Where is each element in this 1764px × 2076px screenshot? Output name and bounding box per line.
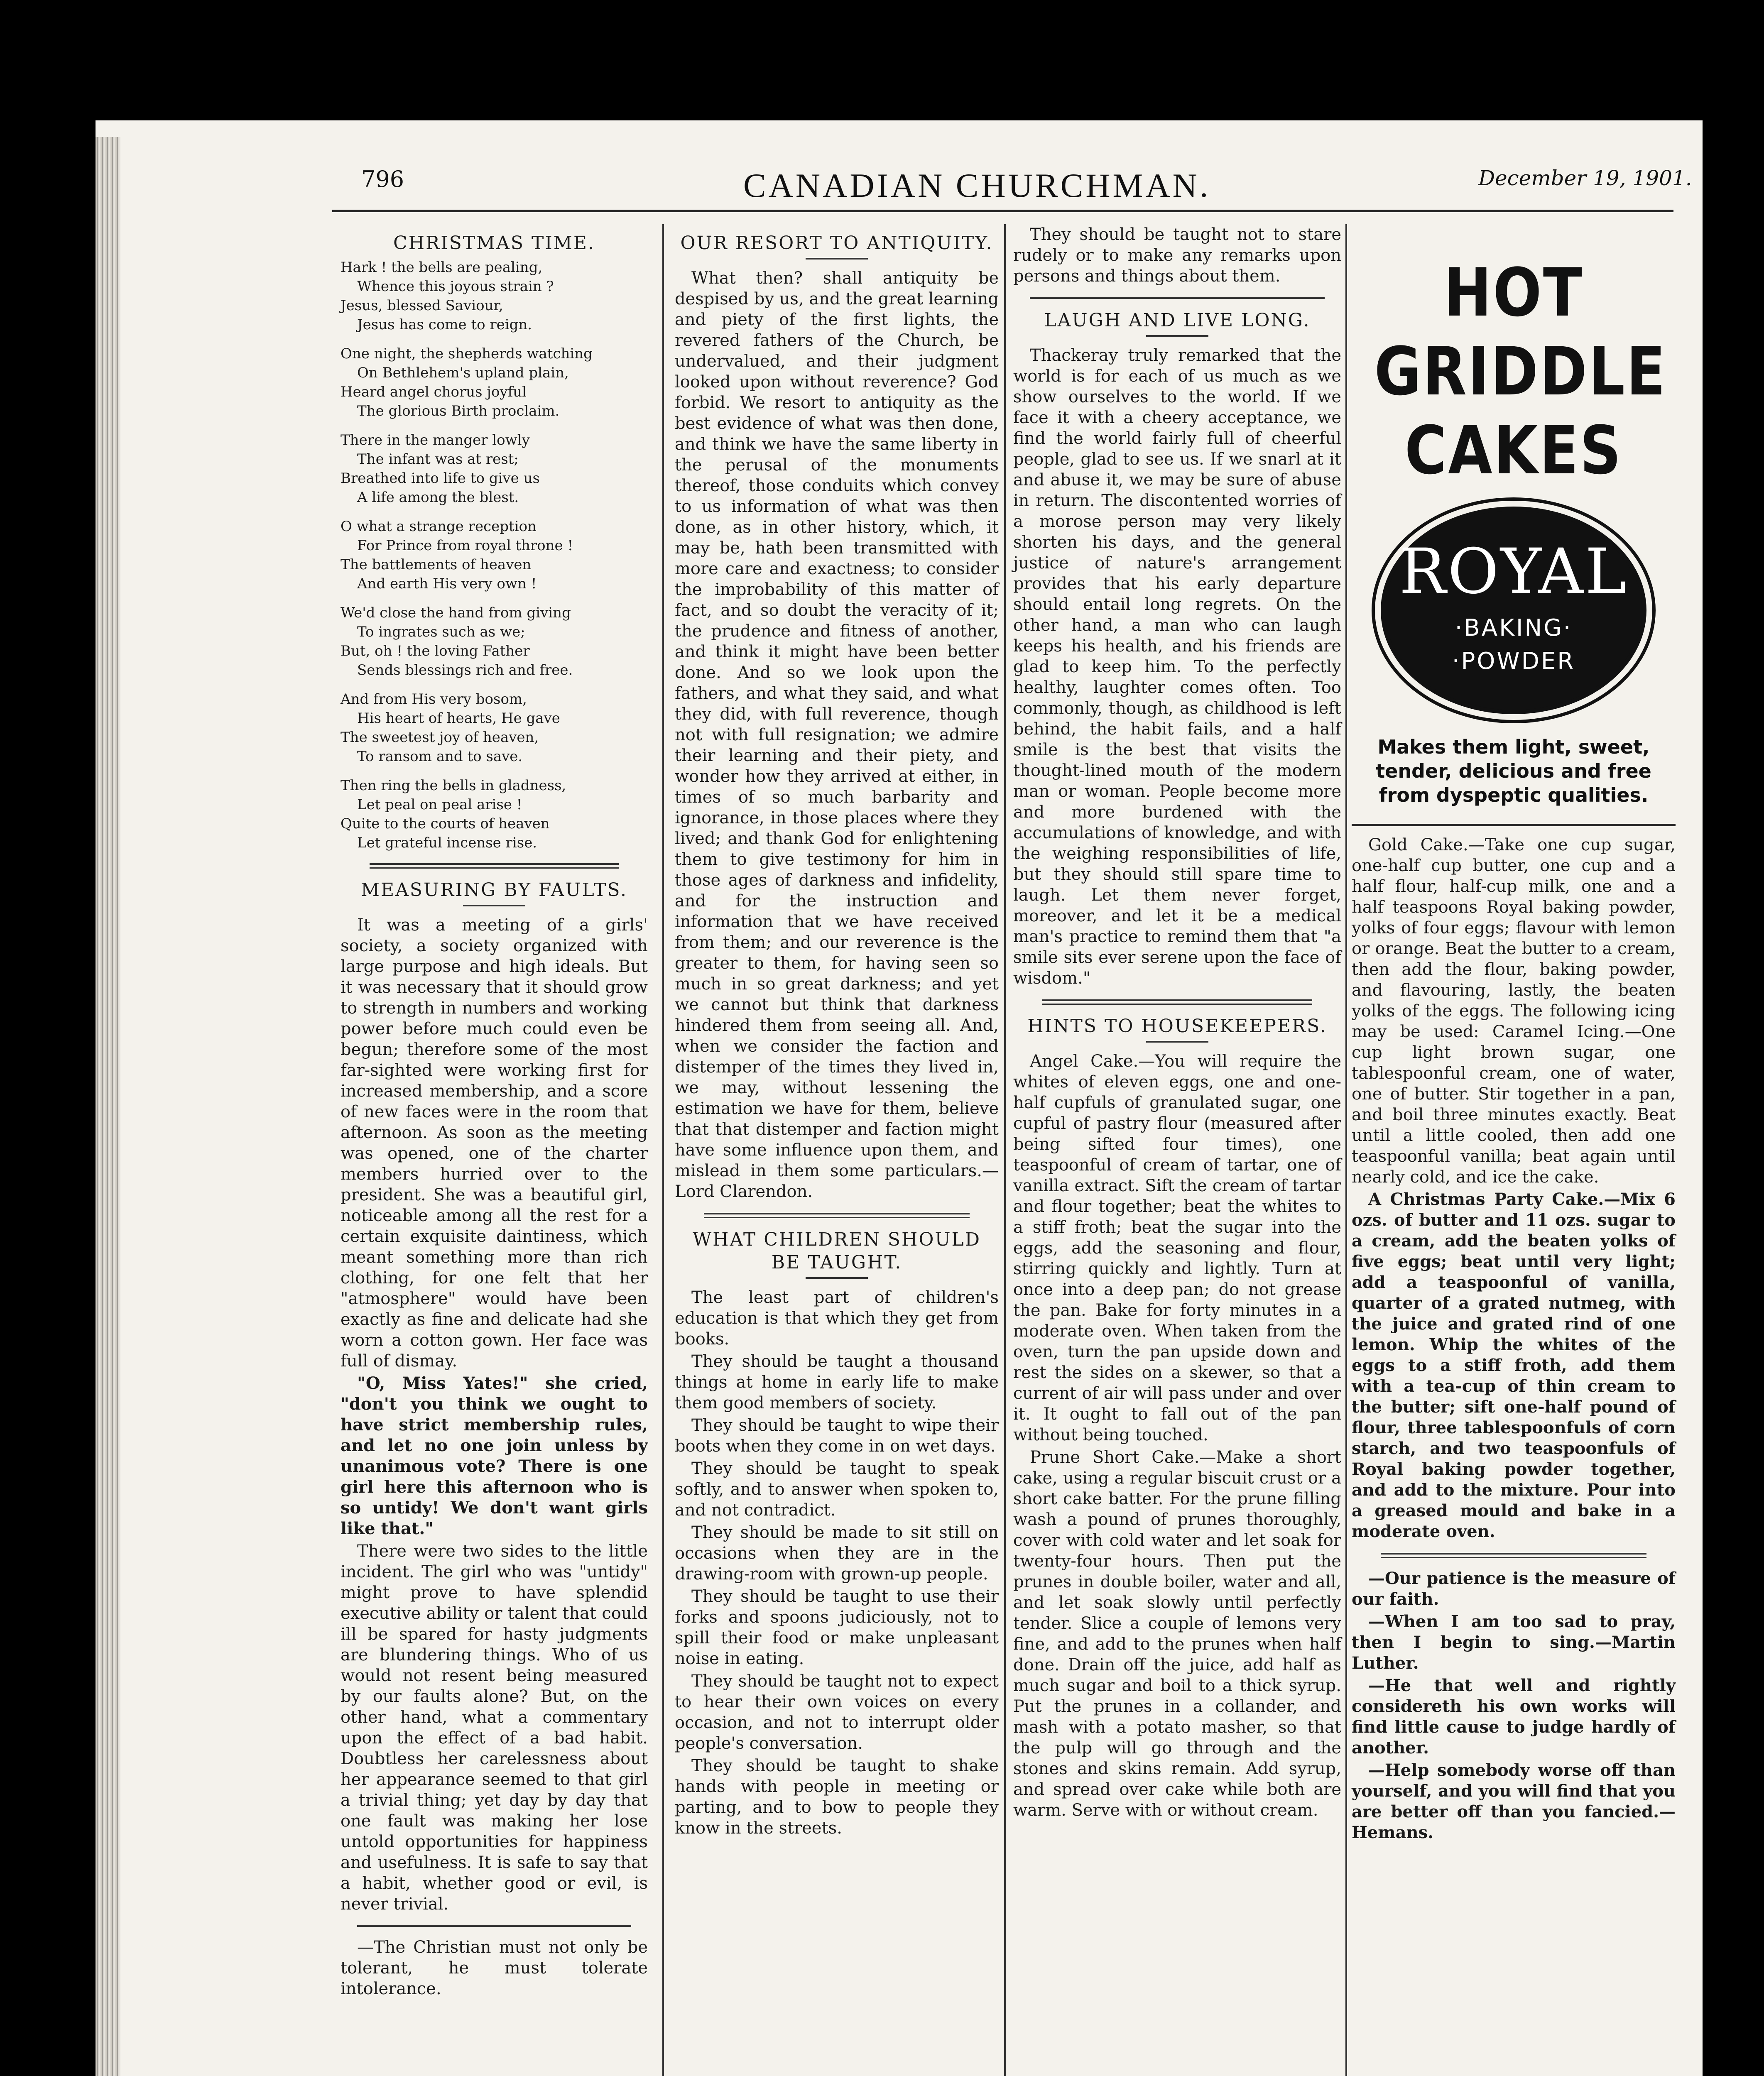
paragraph: What then? shall antiquity be despised by us, and the great learning and piety of the first lights, the revered fathers of the Church, be undervalued, and their judgment looked upon without reverence? God forbid. We resort to antiquity as the best evidence of what was then done, and think we have the same liberty in the perusal of the monuments thereof, those conduits which convey to us information of what was then done, as in other history, which, it may be, hath been transmitted with more care and exactness; to consider the improbability of this matter of fact, and so doubt the veracity of it; the prudence and fitness of another, and think it might have been better done. And so we look upon the fathers, and what they said, and what they did, with full reverence, though not with full resignation; we admire their learning and their piety, and wonder how they arrived at either, in times of so much barbarity and ignorance, in those places where they lived; and thank God for enlightening them to give testimony for him in those ages of darkness and infidelity, and for the instruction and information that we have received from them; and our reverence is the greater to them, for having seen so much in so great darkness; and yet we cannot but think that darkness hindered them from seeing all. And, when we consider the faction and distemper of the times they lived in, we may, without lessening the estimation we have for them, believe that that distemper and faction might have some influence upon them, and mislead in them some particulars.—Lord Clarendon. [675, 269, 999, 1201]
article-body [1013, 345, 1341, 989]
column-4 [1352, 224, 1676, 1845]
paragraph: "O, Miss Yates!" she cried, "don't you think we ought to have strict membership rules, and let no one join unless by unanimous vote? There is one girl here this afternoon who is so untidy! We don't want girls like that." [341, 1373, 648, 1538]
poem-line: Jesus, blessed Saviour, [341, 297, 503, 314]
poem-line: For Prince from royal throne ! [357, 537, 573, 554]
poem-line: But, oh ! the loving Father [341, 643, 530, 659]
poem-line: One night, the shepherds watching [341, 345, 593, 362]
poem-line: Breathed into life to give us [341, 470, 540, 487]
title-rule [1146, 1041, 1208, 1043]
poem-stanza [341, 258, 648, 334]
poem-line: Quite to the courts of heaven [341, 815, 550, 832]
paragraph: They should be taught to speak softly, and to answer when spoken to, and not contradict. [675, 1459, 999, 1520]
column-divider [662, 224, 664, 2076]
poem-line: To ingrates such as we; [357, 624, 525, 640]
quote: —When I am too sad to pray, then I begin to sing.—Martin Luther. [1352, 1612, 1676, 1673]
advertisement [1352, 253, 1676, 826]
masthead-title: CANADIAN CHURCHMAN. [743, 166, 1211, 204]
section-rule [1030, 297, 1325, 299]
paragraph: —The Christian must not only be tolerant, he must tolerate intolerance. [341, 1938, 648, 1998]
poem-line: And from His very bosom, [341, 691, 527, 708]
section-rule [1042, 999, 1312, 1005]
paragraph: It was a meeting of a girls' society, a society organized with large purpose and high ideals. But it was necessary that it should grow to strength in numbers and working power before much could even be begun; therefore some of the most far-sighted were working first for increased membership, and a score of new faces were in the room that afternoon. As soon as the meeting was opened, one of the charter members hurried over to the president. She was a beautiful girl, noticeable among all the rest for a certain exquisite daintiness, which meant something more than rich clothing, for one felt that her "atmosphere" would have been exactly as fine and delicate had she worn a cotton gown. Her face was full of dismay. [341, 916, 648, 1371]
section-rule [370, 863, 619, 869]
article-title: MEASURING BY FAULTS. [360, 879, 627, 901]
paragraph: They should be made to sit still on occasions when they are in the drawing-room with grown-up people. [675, 1523, 999, 1584]
poem-line: A life among the blest. [357, 489, 519, 506]
poem-line: His heart of hearts, He gave [357, 710, 560, 727]
poem-line: The battlements of heaven [341, 556, 532, 573]
page-number: 796 [361, 166, 404, 192]
paragraph: They should be taught to wipe their boots when they come in on wet days. [675, 1416, 999, 1456]
poem-line: The glorious Birth proclaim. [357, 403, 560, 419]
poem-stanza [341, 603, 648, 680]
article-body [1013, 1051, 1341, 1821]
section-rule [1381, 1553, 1646, 1558]
column-1 [341, 224, 648, 2001]
quotes [1352, 1568, 1676, 1843]
article-title: WHAT CHILDREN SHOULD BE TAUGHT. [692, 1229, 981, 1273]
column-divider [1345, 224, 1347, 2076]
paragraph: They should be taught a thousand things at home in early life to make them good members of society. [675, 1352, 999, 1413]
poem-line: O what a strange reception [341, 518, 537, 535]
paragraph: Angel Cake.—You will require the whites of eleven eggs, one and one-half cupfuls of granulated sugar, one cupful of pastry flour (measured after being sifted four times), one teaspoonful of cream of tartar, one of vanilla extract. Sift the cream of tartar and flour together; beat the whites to a stiff froth; beat the sugar into the eggs, add the seasoning and flour, stirring quickly and lightly. Turn at once into a deep pan; do not grease the pan. Bake for forty minutes in a moderate oven. When taken from the oven, turn the pan upside down and rest the sides on a skewer, so that a current of air will pass under and over it. It ought to fall out of the pan without being touched. [1013, 1052, 1341, 1444]
article-title: OUR RESORT TO ANTIQUITY. [680, 233, 993, 254]
article-body [341, 915, 648, 1914]
quote: —Our patience is the measure of our faith. [1352, 1569, 1676, 1609]
article-title: LAUGH AND LIVE LONG. [1044, 310, 1311, 331]
poem-line: Sends blessings rich and free. [357, 662, 573, 678]
poem-line: Jesus has come to reign. [357, 316, 532, 333]
quote: —He that well and rightly considereth his own works will find little cause to judge hardly of another. [1352, 1676, 1676, 1758]
article-body [675, 268, 999, 1202]
royal-logo-icon: ROYAL ·BAKING· ·POWDER [1381, 507, 1646, 714]
paragraph: The least part of children's education is that which they get from books. [675, 1288, 999, 1349]
christmas-poem [341, 258, 648, 852]
quote: —Help somebody worse off than yourself, and you will find that you are better off than you fancied.—Hemans. [1352, 1760, 1676, 1842]
article-title: HINTS TO HOUSEKEEPERS. [1027, 1016, 1327, 1037]
poem-line: Heard angel chorus joyful [341, 384, 527, 400]
paragraph: A Christmas Party Cake.—Mix 6 ozs. of butter and 11 ozs. sugar to a cream, add the beaten yolks of five eggs; beat until very light; add a teaspoonful of vanilla, quarter of a grated nutmeg, with the juice and grated rind of one lemon. Whip the whites of the eggs to a stiff froth, add them with a tea-cup of thin cream to the butter; sift one-half pound of flour, three tablespoonfuls of corn starch, and two teaspoonfuls of Royal baking powder together, and add to the mixture. Pour into a greased mould and bake in a moderate oven. [1352, 1190, 1676, 1541]
poem-line: Whence this joyous strain ? [357, 278, 554, 295]
poem-line: The sweetest joy of heaven, [341, 729, 539, 746]
poem-line: Then ring the bells in gladness, [341, 777, 566, 794]
poem-line: The infant was at rest; [357, 451, 519, 468]
page-stack-edge [96, 137, 120, 2076]
paragraph: They should be taught not to stare rudely or to make any remarks upon persons and things about them. [1013, 225, 1341, 286]
poem-line: Let peal on peal arise ! [357, 796, 522, 813]
title-rule [806, 1277, 868, 1279]
section-rule [357, 1925, 631, 1927]
issue-date: December 19, 1901. [1478, 166, 1692, 190]
poem-line: Hark ! the bells are pealing, [341, 259, 543, 276]
column-2 [675, 224, 999, 1840]
paragraph: Thackeray truly remarked that the world is for each of us much as we show ourselves to the world. If we face it with a cheery acceptance, we find the world fairly full of cheerful people, glad to see us. If we snarl at it and abuse it, we may be sure of abuse in return. The discontented worries of a morose person may very likely shorten his days, and the general justice of nature's arrangement provides that his early departure should entail long regrets. On the other hand, a man who can laugh keeps his health, and his friends are glad to keep him. To the perfectly healthy, laughter comes often. Too commonly, though, as childhood is left behind, the habit fails, and a half smile is the best that visits the thought-lined mouth of the modern man or woman. People become more and more burdened with the accumulations of knowledge, and with the weighing responsibilities of life, but they should still spare time to laugh. Let them never forget, moreover, and let it be a medical man's practice to remind them that "a smile sits ever serene upon the face of wisdom." [1013, 346, 1341, 988]
title-rule [806, 258, 868, 260]
note [341, 1937, 648, 1999]
poem-stanza [341, 344, 648, 421]
title-rule [463, 905, 525, 906]
poem-line: There in the manger lowly [341, 432, 530, 448]
paragraph: They should be taught to shake hands with people in meeting or parting, and to bow to people they know in the streets. [675, 1756, 999, 1838]
article-body [675, 1287, 999, 1839]
title-rule [1146, 335, 1208, 337]
section-rule [704, 1213, 970, 1218]
ad-headline: HOT GRIDDLE CAKES [1374, 254, 1667, 489]
poem-line: Let grateful incense rise. [357, 835, 537, 851]
ad-rule [1352, 824, 1676, 826]
poem-title: CHRISTMAS TIME. [393, 233, 595, 254]
column-3 [1013, 224, 1341, 1822]
paragraph: They should be taught to use their forks and spoons judiciously, not to spill their food or make unpleasant noise in eating. [675, 1587, 999, 1668]
poem-line: On Bethlehem's upland plain, [357, 365, 569, 381]
paragraph: There were two sides to the little incident. The girl who was "untidy" might prove to have splendid executive ability or talent that could ill be spared for hasty judgments are blundering things. Who of us would not resent being measured by our faults alone? But, on the other hand, what a commentary upon the effect of a bad habit. Doubtless her carelessness about her appearance seemed to that girl a trivial thing; yet day by day that one fault was making her lose untold opportunities for happiness and usefulness. It is safe to say that a habit, whether good or evil, is never trivial. [341, 1542, 648, 1914]
poem-stanza [341, 776, 648, 852]
paragraph: Gold Cake.—Take one cup sugar, one-half cup butter, one cup and a half flour, half-cup milk, one and a half teaspoons Royal baking powder, yolks of four eggs; flavour with lemon or orange. Beat the butter to a cream, then add the flour, baking powder, and flavouring, lastly, the beaten yolks of the eggs. The following icing may be used: Caramel Icing.—One cup light brown sugar, one tablespoonful cream, one of water, one of butter. Stir together in a pan, and boil three minutes exactly. Beat until a little cooled, then add one teaspoonful vanilla; beat again until nearly cold, and ice the cake. [1352, 835, 1676, 1187]
ad-tagline: Makes them light, sweet, tender, delicious and free from dyspeptic qualities. [1376, 736, 1651, 806]
poem-line: And earth His very own ! [357, 575, 537, 592]
poem-stanza [341, 431, 648, 507]
poem-stanza [341, 690, 648, 766]
article-continuation [1013, 224, 1341, 286]
header-rule [332, 210, 1673, 212]
poem-line: To ransom and to save. [357, 748, 523, 765]
poem-line: We'd close the hand from giving [341, 605, 571, 621]
column-divider [1004, 224, 1006, 2076]
recipes [1352, 835, 1676, 1542]
paragraph: They should be taught not to expect to hear their own voices on every occasion, and not to interrupt older people's conversation. [675, 1672, 999, 1753]
poem-stanza [341, 517, 648, 593]
paragraph: Prune Short Cake.—Make a short cake, using a regular biscuit crust or a short cake batter. For the prune filling wash a pound of prunes thoroughly, cover with cold water and let soak for twenty-four hours. Then put the prunes in double boiler, water and all, and let soak slowly until perfectly tender. Slice a couple of lemons very fine, and add to the prunes when half done. Drain off the juice, add half as much sugar and boil to a thick syrup. Put the prunes in a collander, and mash with a potato masher, so that the pulp will go through and the stones and skins remain. Add syrup, and spread over cake while both are warm. Serve with or without cream. [1013, 1448, 1341, 1820]
